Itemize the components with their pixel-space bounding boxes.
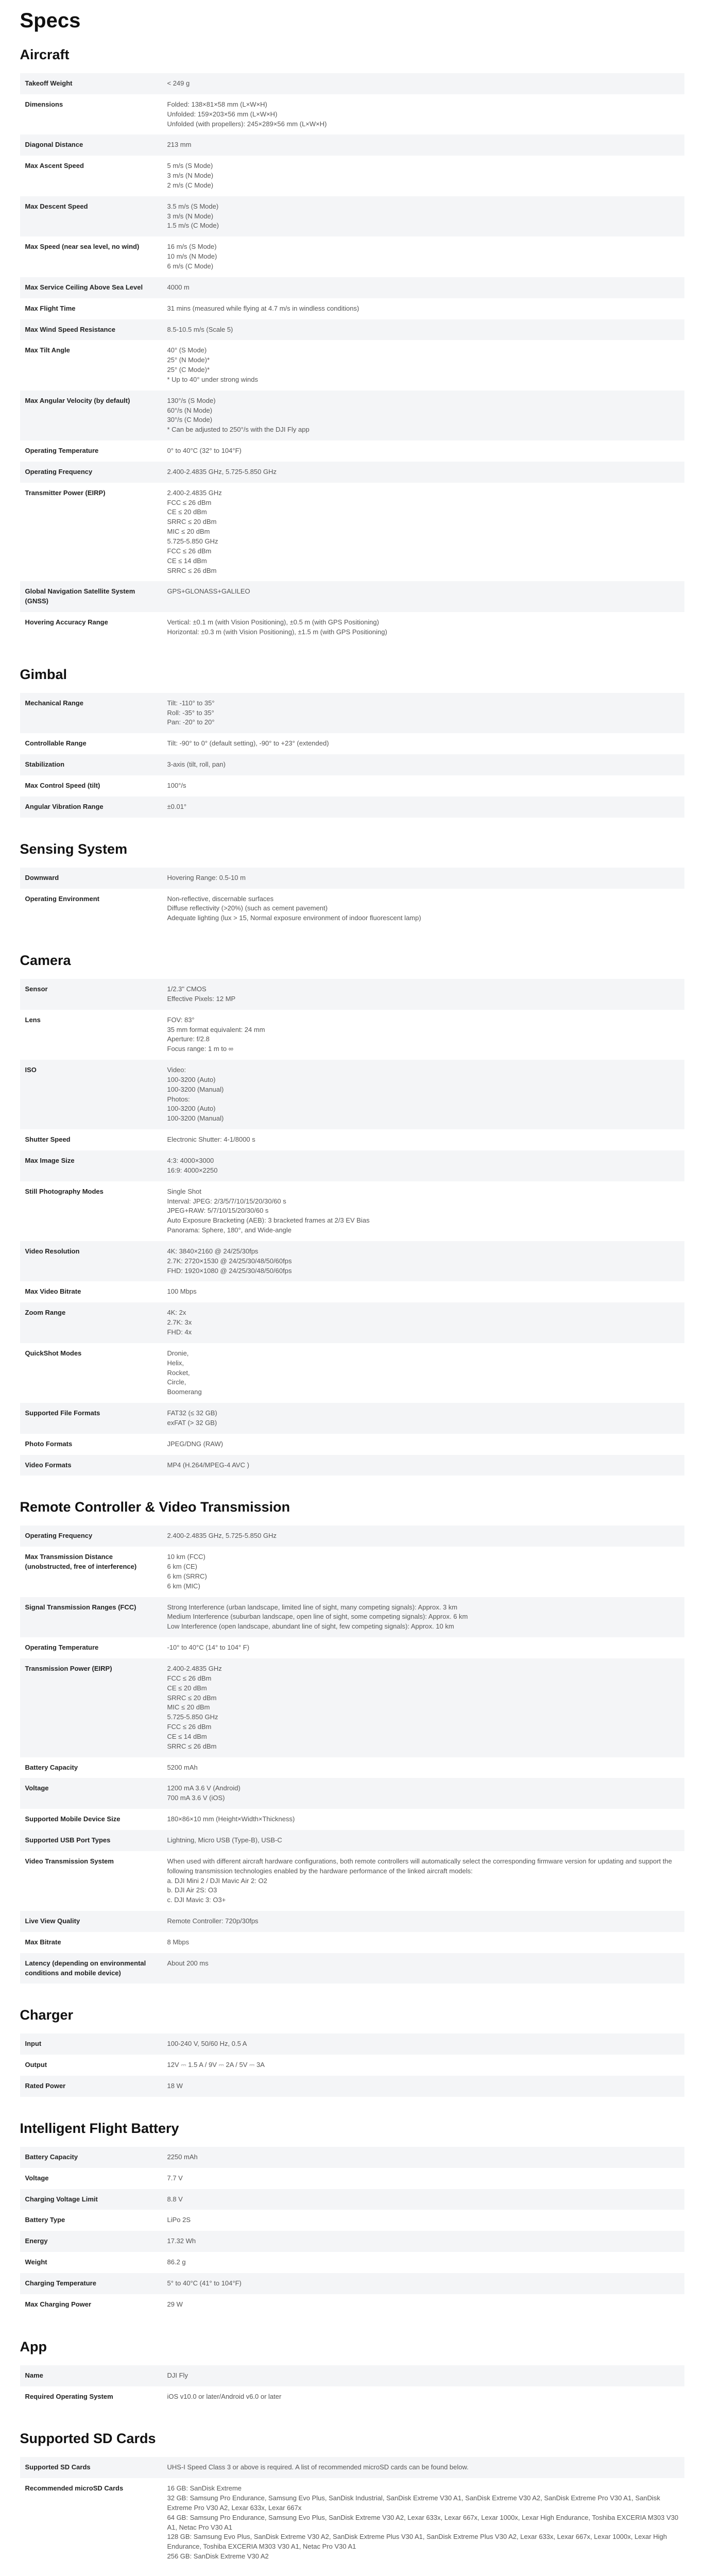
spec-value: Strong Interference (urban landscape, limited line of sight, many competing signals): Approx. 3 km Medium Interference (suburban landscape, open line of sight, some competing signals): Approx. 6 km Low Interference (open landscape, abundant line of sight, few competing signals): Approx. 10 km bbox=[167, 1603, 468, 1631]
spec-row bbox=[20, 1526, 684, 1547]
spec-label: Max Video Bitrate bbox=[25, 1287, 81, 1296]
spec-value: 16 m/s (S Mode) 10 m/s (N Mode) 6 m/s (C Mode) bbox=[167, 243, 217, 270]
spec-label: QuickShot Modes bbox=[25, 1349, 82, 1357]
spec-label: Max Image Size bbox=[25, 1157, 75, 1164]
spec-value: 31 mins (measured while flying at 4.7 m/s in windless conditions) bbox=[167, 304, 359, 312]
specs-page bbox=[20, 0, 684, 2576]
spec-label: Latency (depending on environmental conditions and mobile device) bbox=[25, 1959, 146, 1977]
spec-row bbox=[20, 1434, 684, 1455]
spec-value: 8 Mbps bbox=[167, 1938, 190, 1946]
spec-label: Charging Voltage Limit bbox=[25, 2195, 98, 2203]
section-heading: Camera bbox=[20, 953, 71, 969]
spec-table bbox=[20, 868, 684, 929]
spec-value: 5° to 40°C (41° to 104°F) bbox=[167, 2279, 242, 2287]
spec-value: JPEG/DNG (RAW) bbox=[167, 1439, 224, 1448]
spec-value: DJI Fly bbox=[167, 2371, 188, 2379]
spec-row bbox=[20, 440, 684, 462]
spec-value: 4K: 3840×2160 @ 24/25/30fps 2.7K: 2720×1530 @ 24/25/30/48/50/60fps FHD: 1920×1080 @ 24/25/30/48/50/60fps bbox=[167, 1247, 292, 1275]
spec-value: 5 m/s (S Mode) 3 m/s (N Mode) 2 m/s (C Mode) bbox=[167, 162, 214, 189]
spec-label: Max Flight Time bbox=[25, 304, 76, 312]
spec-section bbox=[20, 2339, 684, 2408]
spec-row bbox=[20, 340, 684, 390]
spec-label: Video Resolution bbox=[25, 1247, 80, 1255]
spec-row bbox=[20, 1851, 684, 1911]
spec-row bbox=[20, 73, 684, 94]
spec-table bbox=[20, 2147, 684, 2315]
spec-row bbox=[20, 2457, 684, 2478]
spec-row bbox=[20, 889, 684, 929]
spec-value: 100°/s bbox=[167, 781, 186, 789]
spec-value: 8.8 V bbox=[167, 2195, 183, 2203]
spec-row bbox=[20, 391, 684, 440]
spec-section bbox=[20, 47, 684, 643]
spec-label: Still Photography Modes bbox=[25, 1187, 104, 1195]
spec-value: 130°/s (S Mode) 60°/s (N Mode) 30°/s (C Mode) * Can be adjusted to 250°/s with the DJI Fly app bbox=[167, 396, 310, 434]
spec-row bbox=[20, 1597, 684, 1638]
spec-label: Live View Quality bbox=[25, 1917, 80, 1925]
section-heading: Aircraft bbox=[20, 47, 70, 62]
spec-label: Max Wind Speed Resistance bbox=[25, 325, 115, 333]
spec-row bbox=[20, 979, 684, 1010]
spec-label: Max Speed (near sea level, no wind) bbox=[25, 243, 140, 251]
spec-row bbox=[20, 1637, 684, 1658]
spec-table bbox=[20, 2457, 684, 2567]
spec-value: -10° to 40°C (14° to 104° F) bbox=[167, 1643, 250, 1652]
spec-row bbox=[20, 1343, 684, 1403]
spec-value: 4000 m bbox=[167, 283, 190, 291]
spec-value: 8.5-10.5 m/s (Scale 5) bbox=[167, 325, 233, 333]
spec-value: When used with different aircraft hardware configurations, both remote controllers will automatically select the corresponding firmware version for updating and support the following transmission technologies enabled by the hardware performance of the linked aircraft models: a. DJI Mini 2 / DJI Mavic Air 2: O2 b. DJI Air 2S: O3 c. DJI Mavic 3: O3+ bbox=[167, 1857, 672, 1904]
page-title: Specs bbox=[20, 9, 81, 32]
spec-label: Max Charging Power bbox=[25, 2300, 92, 2308]
spec-value: 16 GB: SanDisk Extreme 32 GB: Samsung Pro Endurance, Samsung Evo Plus, SanDisk Industrial, SanDisk Extreme V30 A1, SanDisk Extreme V30 A2, SanDisk Extreme Pro V30 A1, SanDisk Extreme Pro V30 A2, Lexar 633x, Lexar 667x 64 GB: Samsung Pro Endurance, Samsung Evo Plus, SanDisk Extreme V30 A2, Lexar 633x, Lexar 667x, Lexar 1000x, Lexar High Endurance, Toshiba EXCERIA M303 V30 A1, Netac Pro V30 A1 128 GB: Samsung Evo Plus, SanDisk Extreme V30 A2, SanDisk Extreme Plus V30 A1, SanDisk Extreme Plus V30 A2, Lexar 633x, Lexar 667x, Lexar 1000x, Lexar High Endurance, Toshiba EXCERIA M303 V30 A1, Netac Pro V30 A1 256 GB: SanDisk Extreme V30 A2 bbox=[167, 2484, 679, 2561]
spec-value: 18 W bbox=[167, 2082, 183, 2090]
spec-label: Transmitter Power (EIRP) bbox=[25, 488, 106, 497]
spec-table bbox=[20, 693, 684, 818]
spec-table bbox=[20, 2033, 684, 2097]
spec-value: 86.2 g bbox=[167, 2258, 186, 2266]
spec-value: FAT32 (≤ 32 GB) exFAT (> 32 GB) bbox=[167, 1409, 217, 1427]
spec-row bbox=[20, 693, 684, 734]
spec-section bbox=[20, 667, 684, 818]
spec-label: Max Transmission Distance (unobstructed, free of interference) bbox=[25, 1553, 137, 1571]
spec-row bbox=[20, 2231, 684, 2252]
spec-row bbox=[20, 1953, 684, 1984]
section-heading: Sensing System bbox=[20, 841, 128, 857]
spec-row bbox=[20, 1302, 684, 1343]
spec-row bbox=[20, 2478, 684, 2567]
spec-label: Required Operating System bbox=[25, 2392, 113, 2400]
spec-label: Controllable Range bbox=[25, 739, 87, 748]
spec-value: UHS-I Speed Class 3 or above is required. A list of recommended microSD cards can be found below. bbox=[167, 2463, 469, 2471]
spec-value: LiPo 2S bbox=[167, 2216, 191, 2224]
spec-value: 12V ⎓ 1.5 A / 9V ⎓ 2A / 5V ⎓ 3A bbox=[167, 2061, 265, 2069]
spec-section bbox=[20, 841, 684, 929]
spec-label: Battery Capacity bbox=[25, 2153, 78, 2161]
spec-value: 2250 mAh bbox=[167, 2153, 198, 2161]
spec-value: 100-240 V, 50/60 Hz, 0.5 A bbox=[167, 2040, 247, 2048]
spec-row bbox=[20, 2147, 684, 2168]
spec-row bbox=[20, 2033, 684, 2055]
spec-label: Max Tilt Angle bbox=[25, 346, 70, 354]
spec-label: Hovering Accuracy Range bbox=[25, 618, 108, 626]
spec-value: Folded: 138×81×58 mm (L×W×H) Unfolded: 159×203×56 mm (L×W×H) Unfolded (with propellers): 245×289×56 mm (L×W×H) bbox=[167, 100, 327, 128]
spec-value: < 249 g bbox=[167, 79, 190, 87]
spec-value: 0° to 40°C (32° to 104°F) bbox=[167, 447, 242, 455]
spec-row bbox=[20, 612, 684, 643]
spec-row bbox=[20, 2365, 684, 2386]
spec-value: Single Shot Interval: JPEG: 2/3/5/7/10/15/20/30/60 s JPEG+RAW: 5/7/10/15/20/30/60 s Auto Exposure Bracketing (AEB): 3 bracketed frames at 2/3 EV Bias Panorama: Sphere, 180°, and Wide-angle bbox=[167, 1187, 370, 1234]
section-heading: Charger bbox=[20, 2007, 74, 2023]
spec-row bbox=[20, 775, 684, 796]
spec-label: Voltage bbox=[25, 1784, 49, 1792]
spec-value: Vertical: ±0.1 m (with Vision Positioning), ±0.5 m (with GPS Positioning) Horizontal: ±0.3 m (with Vision Positioning), ±1.5 m (with GPS Positioning) bbox=[167, 618, 387, 636]
spec-label: Operating Temperature bbox=[25, 447, 99, 455]
spec-label: Sensor bbox=[25, 985, 48, 993]
spec-row bbox=[20, 134, 684, 156]
spec-label: Rated Power bbox=[25, 2082, 66, 2090]
spec-section bbox=[20, 2007, 684, 2097]
spec-value: MP4 (H.264/MPEG-4 AVC ) bbox=[167, 1461, 249, 1469]
spec-label: Recommended microSD Cards bbox=[25, 2484, 124, 2493]
spec-label: Lens bbox=[25, 1015, 41, 1024]
spec-label: Diagonal Distance bbox=[25, 141, 83, 149]
spec-value: 40° (S Mode) 25° (N Mode)* 25° (C Mode)* * Up to 40° under strong winds bbox=[167, 346, 258, 383]
spec-row bbox=[20, 1181, 684, 1241]
spec-label: Operating Environment bbox=[25, 894, 99, 903]
spec-row bbox=[20, 1547, 684, 1597]
spec-value: 213 mm bbox=[167, 141, 192, 149]
spec-value: 180×86×10 mm (Height×Width×Thickness) bbox=[167, 1815, 295, 1823]
section-heading: Intelligent Flight Battery bbox=[20, 2120, 179, 2136]
spec-label: Photo Formats bbox=[25, 1439, 73, 1448]
spec-row bbox=[20, 2168, 684, 2189]
spec-row bbox=[20, 733, 684, 754]
spec-value: Lightning, Micro USB (Type-B), USB-C bbox=[167, 1836, 282, 1844]
spec-label: Supported SD Cards bbox=[25, 2463, 91, 2471]
spec-label: Angular Vibration Range bbox=[25, 802, 104, 810]
spec-label: Stabilization bbox=[25, 760, 65, 769]
spec-value: 2.400-2.4835 GHz FCC ≤ 26 dBm CE ≤ 20 dBm SRRC ≤ 20 dBm MIC ≤ 20 dBm 5.725-5.850 GHz FCC ≤ 26 dBm CE ≤ 14 dBm SRRC ≤ 26 dBm bbox=[167, 1665, 222, 1750]
spec-value: 7.7 V bbox=[167, 2174, 183, 2182]
spec-label: Dimensions bbox=[25, 100, 63, 108]
spec-row bbox=[20, 1778, 684, 1809]
spec-value: 2.400-2.4835 GHz FCC ≤ 26 dBm CE ≤ 20 dBm SRRC ≤ 20 dBm MIC ≤ 20 dBm 5.725-5.850 GHz FCC ≤ 26 dBm CE ≤ 14 dBm SRRC ≤ 26 dBm bbox=[167, 488, 222, 574]
spec-label: Operating Frequency bbox=[25, 1532, 93, 1540]
spec-row bbox=[20, 156, 684, 196]
spec-section bbox=[20, 953, 684, 1476]
spec-section bbox=[20, 2121, 684, 2315]
spec-label: Charging Temperature bbox=[25, 2279, 96, 2287]
spec-row bbox=[20, 1455, 684, 1476]
spec-value: 3-axis (tilt, roll, pan) bbox=[167, 760, 226, 769]
spec-value: Non-reflective, discernable surfaces Diffuse reflectivity (>20%) (such as cement pavement) Adequate lighting (lux > 15, Normal exposure environment of indoor fluorescent lamp) bbox=[167, 894, 421, 922]
spec-value: 1/2.3" CMOS Effective Pixels: 12 MP bbox=[167, 985, 236, 1003]
spec-table bbox=[20, 73, 684, 643]
spec-value: Remote Controller: 720p/30fps bbox=[167, 1917, 259, 1925]
spec-value: 29 W bbox=[167, 2300, 183, 2308]
spec-row bbox=[20, 1010, 684, 1060]
spec-row bbox=[20, 754, 684, 775]
spec-label: Max Bitrate bbox=[25, 1938, 61, 1946]
spec-value: Video: 100-3200 (Auto) 100-3200 (Manual) Photos: 100-3200 (Auto) 100-3200 (Manual) bbox=[167, 1066, 224, 1123]
spec-label: Video Transmission System bbox=[25, 1857, 114, 1865]
spec-value: iOS v10.0 or later/Android v6.0 or later bbox=[167, 2392, 282, 2400]
spec-row bbox=[20, 298, 684, 319]
spec-label: Max Descent Speed bbox=[25, 202, 88, 210]
spec-row bbox=[20, 2294, 684, 2315]
spec-label: Max Service Ceiling Above Sea Level bbox=[25, 283, 143, 291]
spec-label: Voltage bbox=[25, 2174, 49, 2182]
spec-value: About 200 ms bbox=[167, 1959, 209, 1967]
spec-row bbox=[20, 796, 684, 818]
spec-value: 2.400-2.4835 GHz, 5.725-5.850 GHz bbox=[167, 467, 277, 476]
spec-label: Max Control Speed (tilt) bbox=[25, 781, 100, 789]
spec-label: ISO bbox=[25, 1066, 37, 1074]
spec-row bbox=[20, 1932, 684, 1953]
spec-row bbox=[20, 1757, 684, 1778]
spec-row bbox=[20, 1060, 684, 1129]
spec-value: 3.5 m/s (S Mode) 3 m/s (N Mode) 1.5 m/s (C Mode) bbox=[167, 202, 219, 230]
spec-label: Max Ascent Speed bbox=[25, 162, 84, 170]
spec-table bbox=[20, 1526, 684, 1984]
spec-label: Max Angular Velocity (by default) bbox=[25, 396, 130, 404]
spec-label: Transmission Power (EIRP) bbox=[25, 1665, 112, 1672]
spec-row bbox=[20, 2210, 684, 2231]
spec-value: FOV: 83° 35 mm format equivalent: 24 mm Aperture: f/2.8 Focus range: 1 m to ∞ bbox=[167, 1015, 265, 1053]
spec-value: 17.32 Wh bbox=[167, 2237, 196, 2245]
spec-section bbox=[20, 2431, 684, 2567]
spec-row bbox=[20, 2076, 684, 2097]
spec-row bbox=[20, 2189, 684, 2210]
spec-row bbox=[20, 94, 684, 135]
spec-value: 2.400-2.4835 GHz, 5.725-5.850 GHz bbox=[167, 1532, 277, 1540]
spec-label: Takeoff Weight bbox=[25, 79, 73, 87]
spec-row bbox=[20, 1911, 684, 1932]
section-heading: Remote Controller & Video Transmission bbox=[20, 1499, 290, 1515]
spec-value: Tilt: -110° to 35° Roll: -35° to 35° Pan: -20° to 20° bbox=[167, 699, 215, 726]
spec-value: Dronie, Helix, Rocket, Circle, Boomerang bbox=[167, 1349, 202, 1396]
section-heading: Supported SD Cards bbox=[20, 2431, 156, 2447]
spec-label: Shutter Speed bbox=[25, 1136, 71, 1144]
spec-label: Supported File Formats bbox=[25, 1409, 100, 1417]
spec-label: Battery Type bbox=[25, 2216, 65, 2224]
spec-label: Name bbox=[25, 2371, 43, 2379]
spec-label: Supported Mobile Device Size bbox=[25, 1815, 121, 1823]
spec-sections bbox=[20, 47, 684, 2576]
spec-row bbox=[20, 483, 684, 582]
spec-value: Tilt: -90° to 0° (default setting), -90° to +23° (extended) bbox=[167, 739, 329, 748]
spec-row bbox=[20, 581, 684, 612]
spec-label: Supported USB Port Types bbox=[25, 1836, 111, 1844]
spec-row bbox=[20, 1281, 684, 1302]
spec-label: Input bbox=[25, 2040, 42, 2048]
spec-row bbox=[20, 319, 684, 341]
spec-label: Mechanical Range bbox=[25, 699, 83, 707]
spec-row bbox=[20, 1129, 684, 1150]
spec-label: Operating Temperature bbox=[25, 1643, 99, 1652]
spec-value: Electronic Shutter: 4-1/8000 s bbox=[167, 1136, 255, 1144]
section-heading: App bbox=[20, 2338, 47, 2354]
spec-row bbox=[20, 277, 684, 298]
spec-table bbox=[20, 2365, 684, 2408]
spec-value: 1200 mA 3.6 V (Android) 700 mA 3.6 V (iOS) bbox=[167, 1784, 241, 1802]
spec-value: 4:3: 4000×3000 16:9: 4000×2250 bbox=[167, 1157, 218, 1174]
spec-row bbox=[20, 1241, 684, 1282]
spec-value: ±0.01° bbox=[167, 802, 187, 810]
spec-row bbox=[20, 2273, 684, 2294]
spec-row bbox=[20, 1830, 684, 1851]
spec-row bbox=[20, 1809, 684, 1830]
spec-value: 4K: 2x 2.7K: 3x FHD: 4x bbox=[167, 1309, 192, 1336]
spec-row bbox=[20, 462, 684, 483]
spec-row bbox=[20, 1403, 684, 1434]
spec-label: Battery Capacity bbox=[25, 1763, 78, 1771]
spec-value: 10 km (FCC) 6 km (CE) 6 km (SRRC) 6 km (MIC) bbox=[167, 1553, 207, 1590]
spec-label: Zoom Range bbox=[25, 1309, 66, 1317]
spec-label: Video Formats bbox=[25, 1461, 72, 1469]
spec-value: GPS+GLONASS+GALILEO bbox=[167, 587, 250, 596]
spec-value: Hovering Range: 0.5-10 m bbox=[167, 873, 246, 882]
spec-row bbox=[20, 1658, 684, 1757]
spec-row bbox=[20, 2386, 684, 2408]
section-heading: Gimbal bbox=[20, 666, 67, 682]
spec-label: Signal Transmission Ranges (FCC) bbox=[25, 1603, 136, 1611]
spec-label: Operating Frequency bbox=[25, 467, 93, 476]
spec-row bbox=[20, 2055, 684, 2076]
spec-label: Global Navigation Satellite System (GNSS) bbox=[25, 587, 135, 605]
spec-row bbox=[20, 868, 684, 889]
spec-row bbox=[20, 2252, 684, 2273]
spec-label: Downward bbox=[25, 873, 59, 882]
spec-row bbox=[20, 1150, 684, 1181]
spec-value: 5200 mAh bbox=[167, 1763, 198, 1771]
spec-label: Weight bbox=[25, 2258, 47, 2266]
spec-value: 100 Mbps bbox=[167, 1287, 197, 1296]
spec-table bbox=[20, 979, 684, 1476]
spec-label: Output bbox=[25, 2061, 47, 2069]
spec-label: Energy bbox=[25, 2237, 48, 2245]
spec-row bbox=[20, 196, 684, 237]
spec-row bbox=[20, 236, 684, 277]
spec-section bbox=[20, 1499, 684, 1984]
